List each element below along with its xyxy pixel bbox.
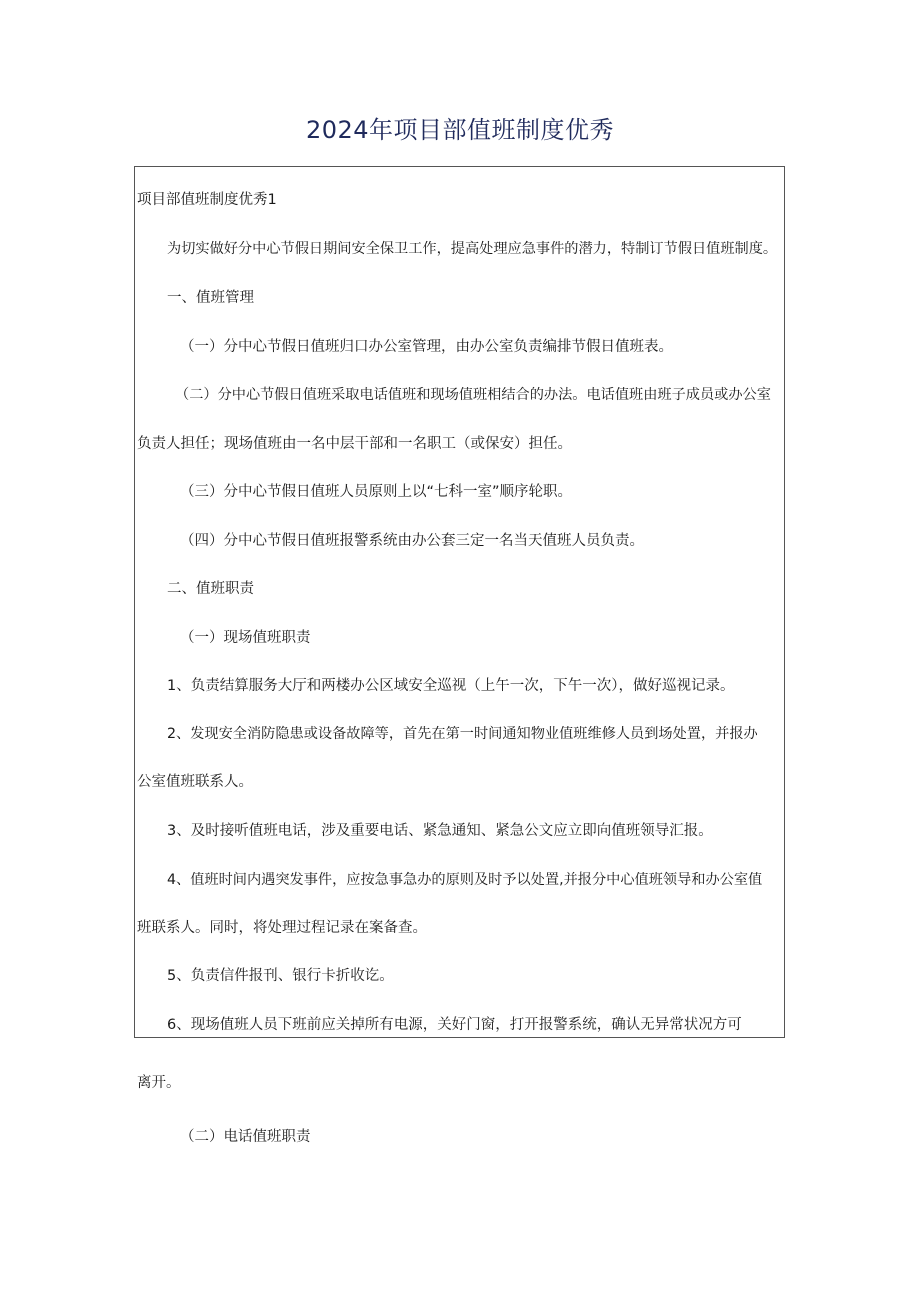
paragraph-line: 1、负责结算服务大厅和两楼办公区域安全巡视（上午一次，下午一次），做好巡视记录。 xyxy=(167,678,735,694)
subsection-heading: （一）现场值班职责 xyxy=(180,630,311,646)
paragraph-line: （三）分中心节假日值班人员原则上以“七科一室”顺序轮职。 xyxy=(180,484,573,500)
paragraph-line: （四）分中心节假日值班报警系统由办公套三定一名当天值班人员负责。 xyxy=(180,533,644,549)
paragraph-line: 为切实做好分中心节假日期间安全保卫工作，提高处理应急事件的潜力，特制订节假日值班制度。 xyxy=(167,241,778,257)
paragraph-line: （二）分中心节假日值班采取电话值班和现场值班相结合的办法。电话值班由班子成员或办公室 xyxy=(175,387,771,403)
paragraph-line: 5、负责信件报刊、银行卡折收讫。 xyxy=(167,968,394,984)
paragraph-line: 4、值班时间内遇突发事件，应按急事急办的原则及时予以处置,并报分中心值班领导和办公室值 xyxy=(167,872,763,888)
section-heading: 一、值班管理 xyxy=(167,290,254,306)
paragraph-line: 3、及时接听值班电话，涉及重要电话、紧急通知、紧急公文应立即向值班领导汇报。 xyxy=(167,823,713,839)
paragraph-line: 2、发现安全消防隐患或设备故障等，首先在第一时间通知物业值班维修人员到场处置，并报办 xyxy=(167,726,758,742)
section-heading: 项目部值班制度优秀1 xyxy=(137,192,277,208)
paragraph-line: 公室值班联系人。 xyxy=(137,774,253,790)
section-heading: 二、值班职责 xyxy=(167,581,254,597)
paragraph-line: 负责人担任；现场值班由一名中层干部和一名职工（或保安）担任。 xyxy=(137,436,572,452)
page-title: 2024年项目部值班制度优秀 xyxy=(305,116,615,144)
subsection-heading: （二）电话值班职责 xyxy=(180,1129,311,1145)
paragraph-line: 离开。 xyxy=(137,1075,181,1091)
paragraph-line: （一）分中心节假日值班归口办公室管理，由办公室负责编排节假日值班表。 xyxy=(180,339,673,355)
paragraph-line: 班联系人。同时，将处理过程记录在案备查。 xyxy=(137,920,427,936)
paragraph-line: 6、现场值班人员下班前应关掉所有电源，关好门窗，打开报警系统，确认无异常状况方可 xyxy=(167,1017,742,1033)
